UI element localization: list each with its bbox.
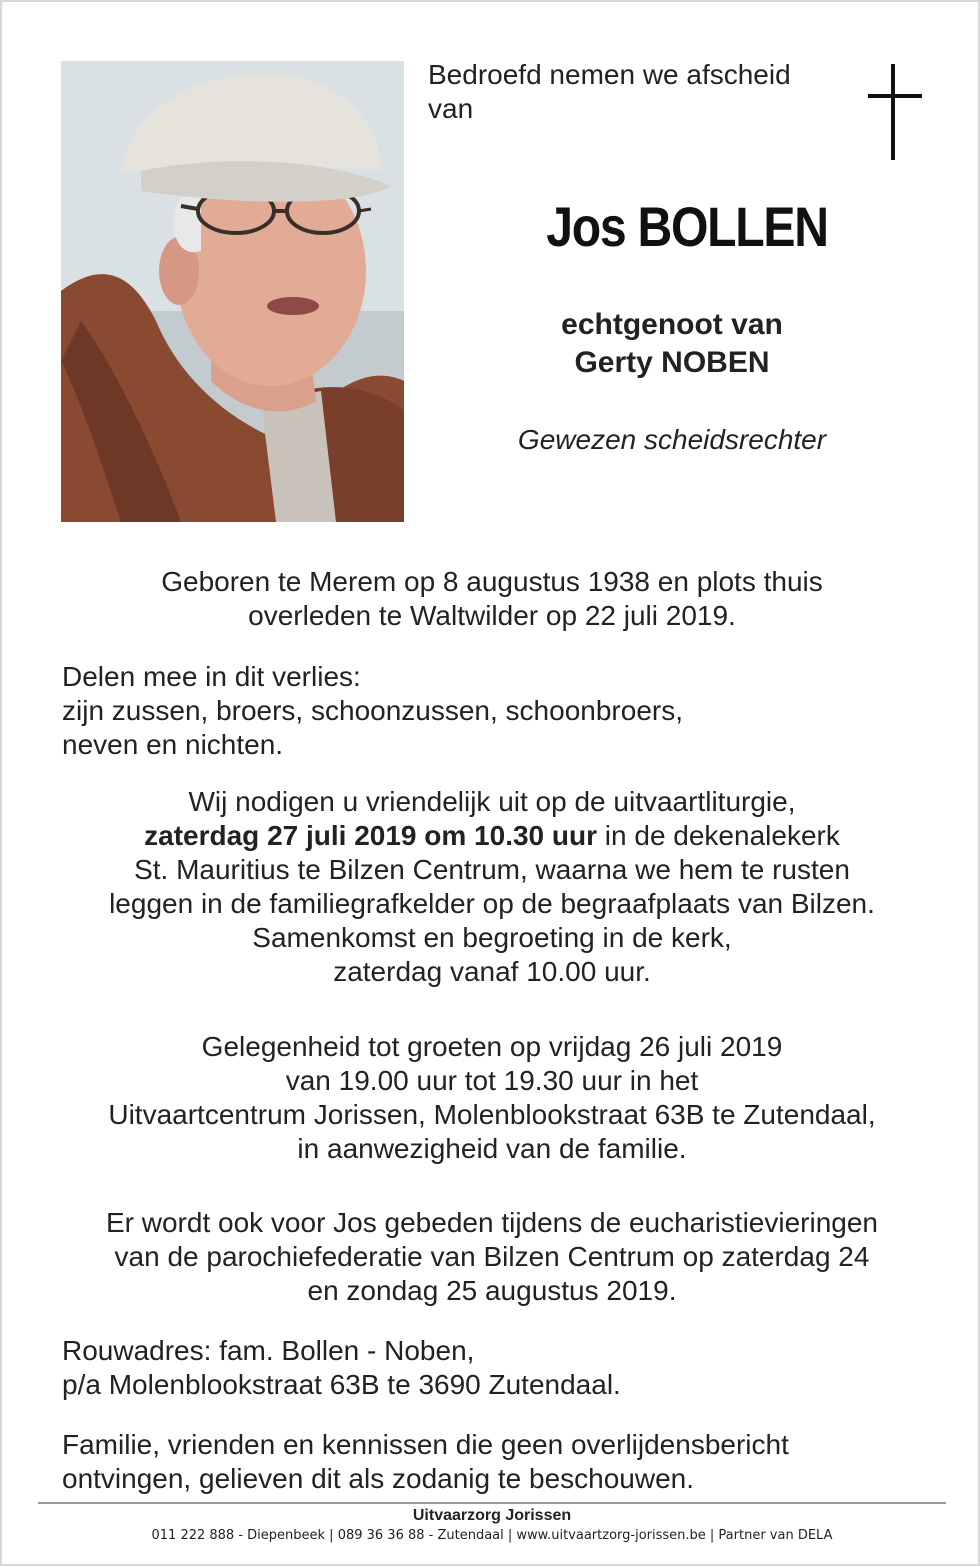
text-line: leggen in de familiegrafkelder op de begraafplaats van Bilzen. bbox=[109, 888, 875, 919]
text-line: neven en nichten. bbox=[62, 729, 284, 760]
footer-divider bbox=[38, 1502, 946, 1504]
text-line: St. Mauritius te Bilzen Centrum, waarna we hem te rusten bbox=[134, 854, 850, 885]
footer-contact: 011 222 888 - Diepenbeek | 089 36 36 88 - Zutendaal | www.uitvaartzorg-jorissen.be | Partner van DELA bbox=[151, 1528, 833, 1543]
text-line: Familie, vrienden en kennissen die geen overlijdensbericht bbox=[62, 1429, 789, 1460]
text-line: ontvingen, gelieven dit als zodanig te beschouwen. bbox=[62, 1463, 694, 1494]
birth-death-paragraph bbox=[42, 565, 942, 633]
text-line: Er wordt ook voor Jos gebeden tijdens de eucharistievieringen bbox=[105, 1207, 878, 1238]
funeral-location-start: in de dekenalekerk bbox=[597, 820, 840, 851]
deceased-role: Gewezen scheidsrechter bbox=[517, 424, 827, 455]
intro-line: van bbox=[428, 93, 474, 124]
text-line: van 19.00 uur tot 19.30 uur in het bbox=[285, 1065, 699, 1096]
visitation-paragraph bbox=[42, 1030, 942, 1166]
text-line: Gelegenheid tot groeten op vrijdag 26 juli 2019 bbox=[201, 1031, 783, 1062]
text-line: Geboren te Merem op 8 augustus 1938 en plots thuis bbox=[161, 566, 823, 597]
spouse-name: Gerty NOBEN bbox=[574, 346, 770, 379]
closing-paragraph bbox=[62, 1428, 942, 1496]
text-line: Uitvaartcentrum Jorissen, Molenblookstraat 63B te Zutendaal, bbox=[108, 1099, 876, 1130]
text-line: overleden te Waltwilder op 22 juli 2019. bbox=[248, 600, 736, 631]
text-line: zijn zussen, broers, schoonzussen, schoonbroers, bbox=[62, 695, 683, 726]
text-line: p/a Molenblookstraat 63B te 3690 Zutendaal. bbox=[62, 1369, 621, 1400]
funeral-date-line bbox=[42, 819, 942, 853]
spouse-block bbox=[472, 306, 872, 382]
address-paragraph bbox=[62, 1334, 942, 1402]
text-line: zaterdag vanaf 10.00 uur. bbox=[333, 956, 651, 987]
funeral-paragraph bbox=[42, 785, 942, 989]
footer-title: Uitvaarzorg Jorissen bbox=[412, 1507, 572, 1524]
intro-line: Bedroefd nemen we afscheid bbox=[428, 59, 791, 90]
text-line: Samenkomst en begroeting in de kerk, bbox=[252, 922, 732, 953]
text-line: Rouwadres: fam. Bollen - Noben, bbox=[62, 1335, 475, 1366]
spouse-label: echtgenoot van bbox=[561, 308, 783, 341]
funeral-date: zaterdag 27 juli 2019 om 10.30 uur bbox=[144, 820, 598, 851]
text-line: in aanwezigheid van de familie. bbox=[297, 1133, 687, 1164]
portrait-illustration bbox=[61, 61, 404, 522]
family-paragraph bbox=[62, 660, 942, 762]
deceased-name: Jos BOLLEN bbox=[546, 195, 828, 258]
intro-text bbox=[428, 58, 848, 126]
text-line: en zondag 25 augustus 2019. bbox=[307, 1275, 677, 1306]
cross-icon bbox=[864, 64, 924, 160]
text-line: Delen mee in dit verlies: bbox=[62, 661, 361, 692]
mass-paragraph bbox=[42, 1206, 942, 1308]
text-line: van de parochiefederatie van Bilzen Centrum op zaterdag 24 bbox=[114, 1241, 870, 1272]
text-line: Wij nodigen u vriendelijk uit op de uitvaartliturgie, bbox=[188, 786, 796, 817]
portrait-photo bbox=[61, 61, 404, 522]
